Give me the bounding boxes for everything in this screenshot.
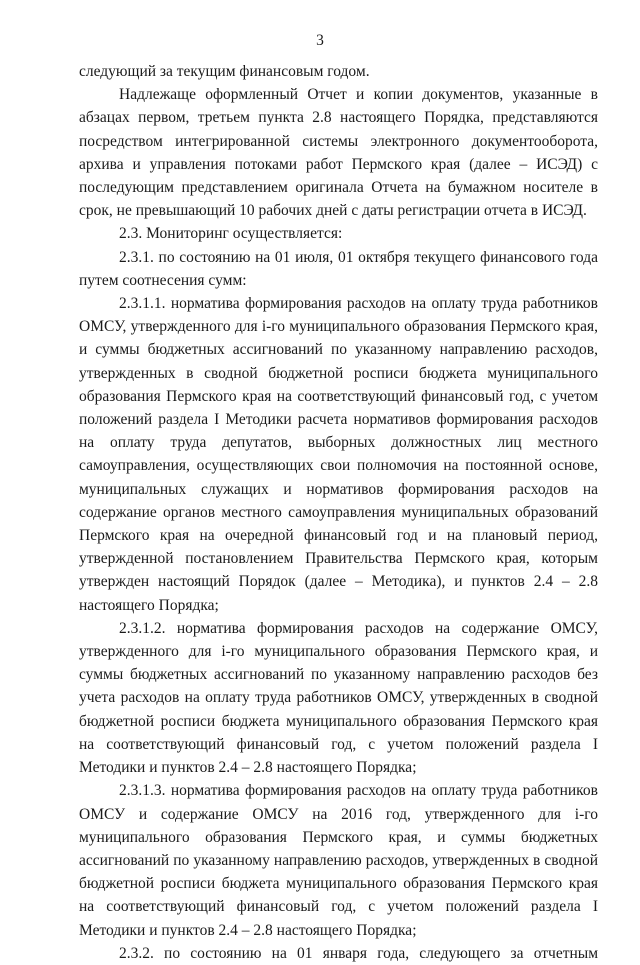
paragraph-2-3-1-3: 2.3.1.3. норматива формирования расходов на оплату труда работников ОМСУ и содержание ОМСУ на 2016 год, утвержденного для i-го муниципального образования Пермского края, и суммы бюджетных ассигнований по указанному направлению расходов, утвержденных в сводной бюджетной росписи бюджета муниципального образования Пермского края на соответствующий финансовый год, с учетом положений раздела I Методики и пунктов 2.4 – 2.8 настоящего Порядка; xyxy=(79,782,598,939)
paragraph-ised-submission: Надлежаще оформленный Отчет и копии документов, указанные в абзацах первом, третьем пункта 2.8 настоящего Порядка, представляются посредством интегрированной системы электронного документооборота, архива и управления потоками работ Пермского края (далее – ИСЭД) с последующим представлением оригинала Отчета на бумажном носителе в срок, не превышающий 10 рабочих дней с даты регистрации отчета в ИСЭД. xyxy=(79,86,598,220)
paragraph-2-3-1-2: 2.3.1.2. норматива формирования расходов на содержание ОМСУ, утвержденного для i-го муниципального образования Пермского края, и суммы бюджетных ассигнований по указанному направлению расходов без учета расходов на оплату труда работников ОМСУ, утвержденных в сводной бюджетной росписи бюджета муниципального образования Пермского края на соответствующий финансовый год, с учетом положений раздела I Методики и пунктов 2.4 – 2.8 настоящего Порядка; xyxy=(79,619,598,777)
paragraph-2-3-1-1: 2.3.1.1. норматива формирования расходов на оплату труда работников ОМСУ, утвержденного для i-го муниципального образования Пермского края, и суммы бюджетных ассигнований по указанному направлению расходов, утвержденных в сводной бюджетной росписи бюджета муниципального образования Пермского края на соответствующий финансовый год, с учетом положений раздела I Методики расчета нормативов формирования расходов на оплату труда депутатов, выборных должностных лиц местного самоуправления, осуществляющих свои полномочия на постоянной основе, муниципальных служащих и нормативов формирования расходов на содержание органов местного самоуправления муниципальных образований Пермского края на очередной финансовый год и на плановый период, утвержденной постановлением Правительства Пермского края, которым утвержден настоящий Порядок (далее – Методика), и пунктов 2.4 – 2.8 настоящего Порядка; xyxy=(79,295,598,614)
paragraph-2-3-heading: 2.3. Мониторинг осуществляется: xyxy=(119,225,343,243)
paragraph-continuation: следующий за текущим финансовым годом. xyxy=(79,63,370,80)
document-body xyxy=(79,60,598,965)
paragraph-2-3-1: 2.3.1. по состоянию на 01 июля, 01 октября текущего финансового года путем соотнесения сумм: xyxy=(79,248,598,289)
page-number: 3 xyxy=(316,32,324,49)
paragraph-2-3-2: 2.3.2. по состоянию на 01 января года, следующего за отчетным xyxy=(119,944,598,962)
